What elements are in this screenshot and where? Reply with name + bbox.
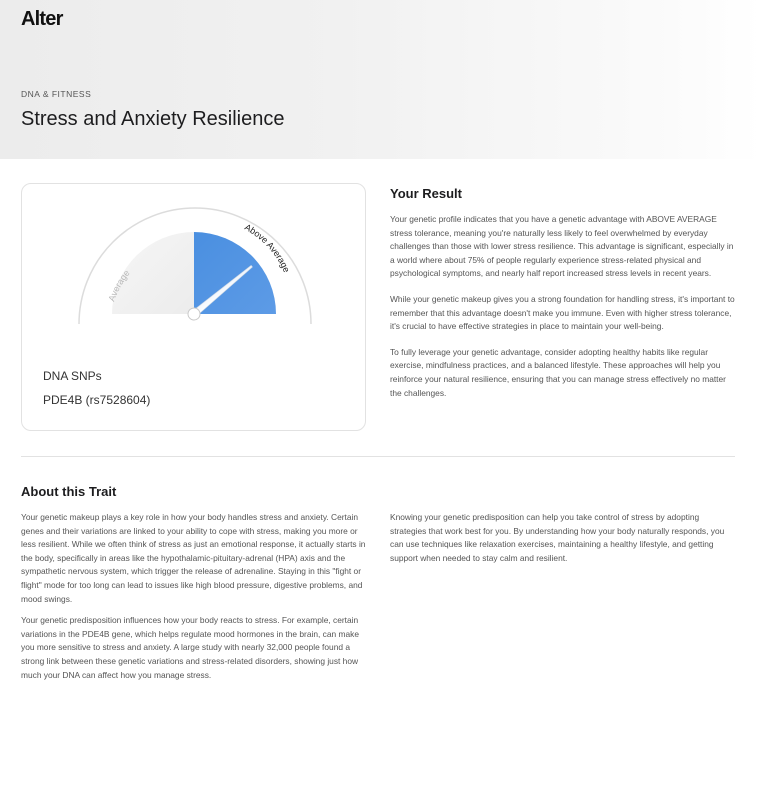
about-title: About this Trait — [21, 484, 117, 499]
about-left-column — [21, 511, 367, 690]
result-paragraph: While your genetic makeup gives you a strong foundation for handling stress, it's important to remember that this advantage doesn't make you immune. Even with higher stress tolerance, it's crucial to have effective strategies in place to maintain your well-being. — [390, 293, 735, 332]
gauge-label-above-average: Above Average — [243, 221, 292, 274]
about-paragraph: Your genetic makeup plays a key role in how your body handles stress and anxiety. Certain genes and their variations are linked to your ability to cope with stress, making you more or less resilient. While we often think of stress as just an emotional response, it actually starts in the body, specifically in areas like the hypothalamic-pituitary-adrenal (HPA) axis and the sympathetic nervous system, which trigger the release of adrenaline. Staying in this "fight or flight" mode for too long can lead to issues like high blood pressure, digestive problems, and mood swings. — [21, 512, 366, 604]
result-paragraph: Your genetic profile indicates that you have a genetic advantage with ABOVE AVERAGE stress tolerance, meaning you're naturally less likely to feel overwhelmed by everyday challenges than those with lower stress resilience. This advantage is significant, especially in a world where about 75% of people regularly experience stress-related physical and psychological symptoms, and nearly half report increased stress levels in recent years. — [390, 214, 734, 279]
gauge-label-average: Average — [106, 267, 132, 303]
about-paragraph: Your genetic predisposition influences how your body reacts to stress. For example, certain variations in the PDE4B gene, which helps regulate mood hormones in the brain, can make you more sensitive to stress and anxiety. A large study with nearly 32,000 people found a strong link between these genetic variations and stress-related disorders, showing just how much your DNA can affect how you manage stress. — [21, 615, 359, 680]
brand-logo[interactable]: Alter — [21, 8, 63, 30]
about-paragraph: Knowing your genetic predisposition can help you take control of stress by adopting strategies that work best for you. By understanding how your body naturally responds, you can use techniques like relaxation exercises, maintaining a healthy lifestyle, and getting support when needed to stay calm and resilient. — [390, 512, 725, 563]
result-paragraph: To fully leverage your genetic advantage, consider adopting healthy habits like regular exercise, mindfulness practices, and a balanced lifestyle. These approaches will help you reinforce your natural resilience, ensuring that you can manage stress effectively no matter the challenges. — [390, 346, 726, 398]
category-label: DNA & FITNESS — [21, 89, 92, 99]
about-right-column — [390, 511, 736, 573]
snps-label: DNA SNPs — [43, 369, 102, 383]
page-title: Stress and Anxiety Resilience — [21, 108, 285, 130]
section-divider — [21, 456, 735, 457]
result-title: Your Result — [390, 186, 462, 201]
gauge-chart — [22, 184, 367, 364]
snps-value: PDE4B (rs7528604) — [43, 393, 151, 407]
header-banner — [0, 0, 762, 159]
gauge-card — [21, 183, 366, 431]
your-result-section — [390, 186, 736, 412]
